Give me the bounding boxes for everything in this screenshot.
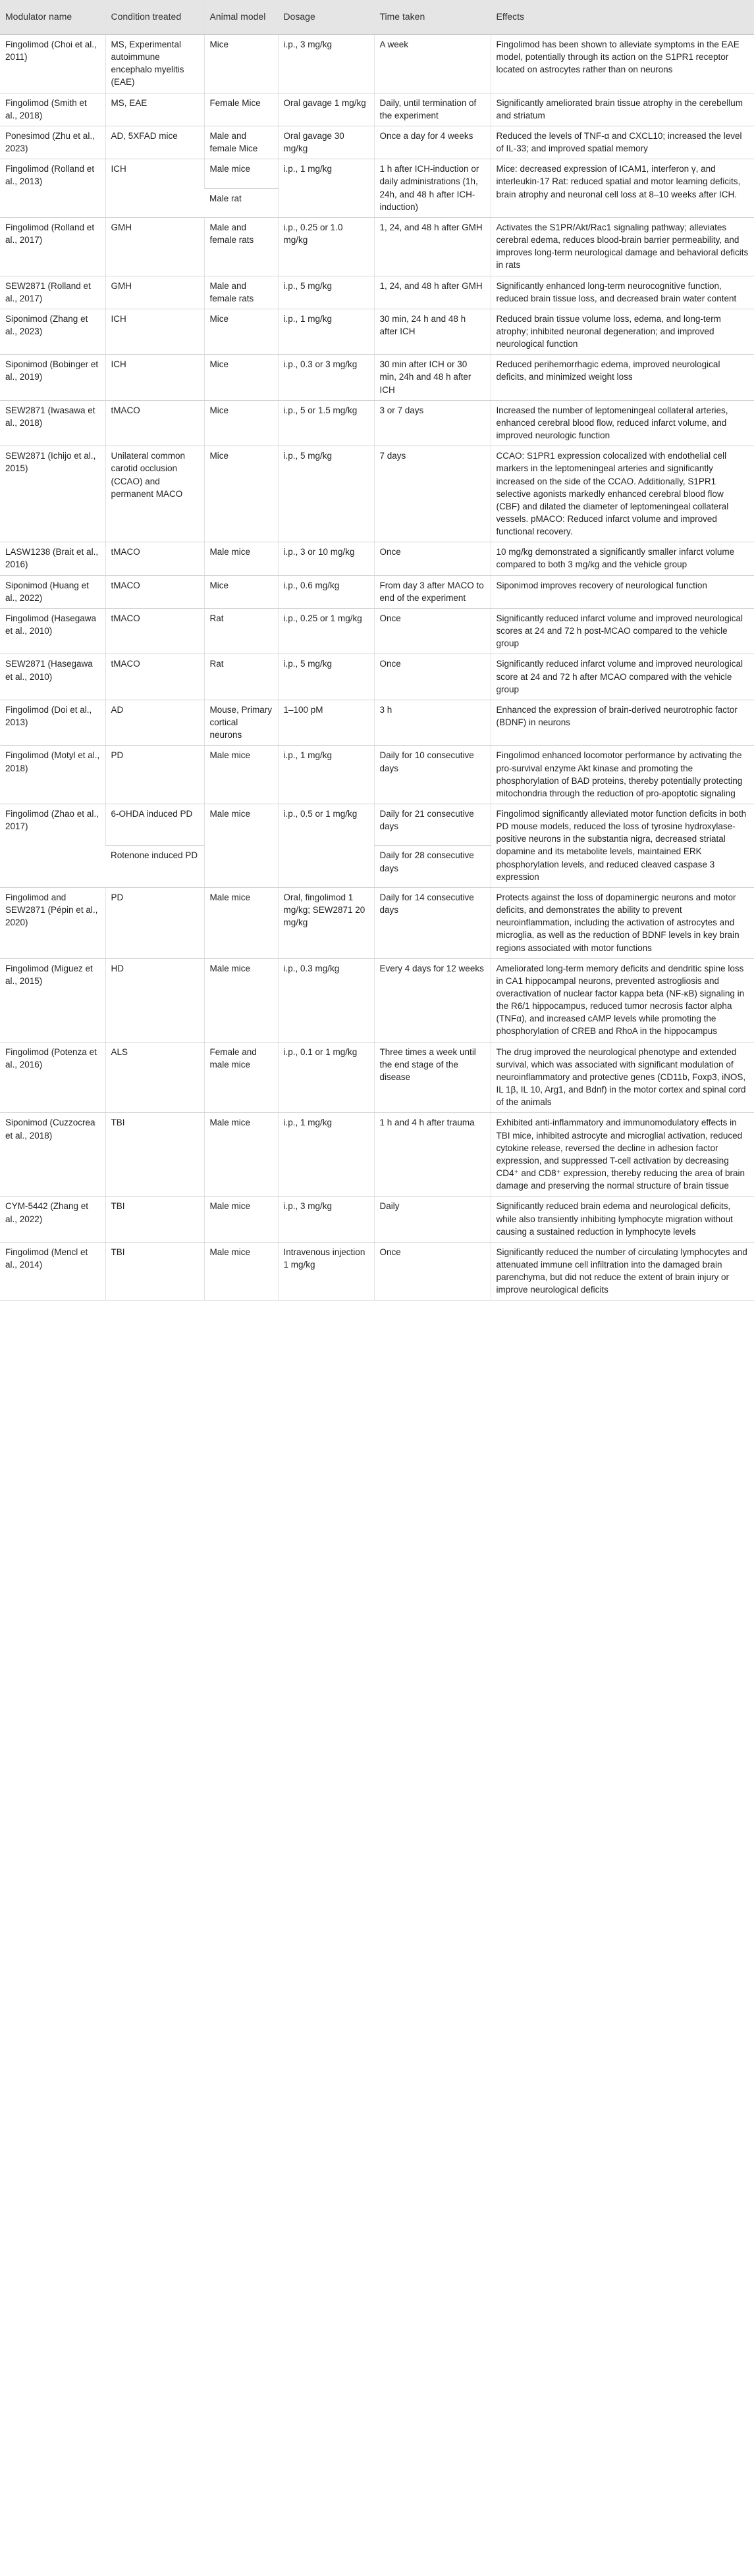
effects-cell: Significantly enhanced long-term neurocognitive function, reduced brain tissue loss, and decreased brain water content bbox=[491, 276, 754, 309]
animal-cell: Female and male mice bbox=[204, 1042, 278, 1113]
table-row bbox=[0, 1113, 754, 1197]
table-row bbox=[0, 575, 754, 608]
time-cell: 1, 24, and 48 h after GMH bbox=[374, 276, 491, 309]
dosage-cell: i.p., 0.3 mg/kg bbox=[278, 958, 374, 1042]
dosage-cell: i.p., 3 mg/kg bbox=[278, 35, 374, 93]
table-row bbox=[0, 1042, 754, 1113]
effects-cell: Significantly reduced brain edema and neurological deficits, while also transiently inhibiting lymphocyte migration without causing a sustained reduction in lymphocyte levels bbox=[491, 1197, 754, 1242]
condition-cell: MS, EAE bbox=[105, 93, 204, 126]
time-cell: Daily for 14 consecutive days bbox=[374, 887, 491, 958]
animal-cell: Mice bbox=[204, 400, 278, 446]
table-row bbox=[0, 700, 754, 745]
time-cell: Once bbox=[374, 654, 491, 700]
modulator-cell: Fingolimod (Miguez et al., 2015) bbox=[0, 958, 105, 1042]
condition-cell: tMACO bbox=[105, 542, 204, 575]
animal-cell: Mice bbox=[204, 309, 278, 354]
effects-cell: Increased the number of leptomeningeal collateral arteries, enhanced cerebral blood flow, reduced infarct volume, and improved neurologic function bbox=[491, 400, 754, 446]
dosage-cell: Oral, fingolimod 1 mg/kg; SEW2871 20 mg/kg bbox=[278, 887, 374, 958]
modulator-cell: Siponimod (Cuzzocrea et al., 2018) bbox=[0, 1113, 105, 1197]
effects-cell: Exhibited anti-inflammatory and immunomodulatory effects in TBI mice, inhibited astrocyte and microglial activation, reduced cytokine release, reversed the decline in adhesion factor expression, and suppressed T-cell activation by decreasing CD4⁺ and CD8⁺ expression, thereby reducing the area of brain damage and preserving the normal structure of brain tissue bbox=[491, 1113, 754, 1197]
modulator-cell: SEW2871 (Iwasawa et al., 2018) bbox=[0, 400, 105, 446]
effects-cell: Reduced perihemorrhagic edema, improved neurological deficits, and minimized weight loss bbox=[491, 355, 754, 400]
time-cell: Once a day for 4 weeks bbox=[374, 126, 491, 159]
condition-cell: AD, 5XFAD mice bbox=[105, 126, 204, 159]
effects-cell: Significantly ameliorated brain tissue atrophy in the cerebellum and striatum bbox=[491, 93, 754, 126]
condition-cell: 6-OHDA induced PD bbox=[105, 804, 204, 845]
effects-cell: Fingolimod significantly alleviated motor function deficits in both PD mouse models, reduced the loss of tyrosine hydroxylase-positive neurons in the substantia nigra, decreased striatal dopamine and its metabolite levels, maintained ERK phosphorylation levels, and reduced cleaved caspase 3 expression bbox=[491, 804, 754, 887]
condition-cell: ALS bbox=[105, 1042, 204, 1113]
condition-cell: GMH bbox=[105, 217, 204, 276]
effects-cell: Fingolimod enhanced locomotor performance by activating the pro-survival enzyme Akt kinase and promoting the phosphorylation of BAD proteins, thereby potentially protecting mitochondria through the reduction of pro-apoptotic signaling bbox=[491, 746, 754, 804]
table-row bbox=[0, 355, 754, 400]
dosage-cell: i.p., 1 mg/kg bbox=[278, 309, 374, 354]
modulator-cell: LASW1238 (Brait et al., 2016) bbox=[0, 542, 105, 575]
table-row bbox=[0, 654, 754, 700]
animal-cell: Male and female rats bbox=[204, 217, 278, 276]
modulator-cell: Fingolimod (Motyl et al., 2018) bbox=[0, 746, 105, 804]
table-body bbox=[0, 35, 754, 1301]
condition-cell: TBI bbox=[105, 1242, 204, 1301]
time-cell: From day 3 after MACO to end of the experiment bbox=[374, 575, 491, 608]
table-row bbox=[0, 126, 754, 159]
time-cell: 1 h and 4 h after trauma bbox=[374, 1113, 491, 1197]
condition-cell: ICH bbox=[105, 355, 204, 400]
dosage-cell: i.p., 3 mg/kg bbox=[278, 1197, 374, 1242]
table-row bbox=[0, 309, 754, 354]
time-cell: Three times a week until the end stage of the disease bbox=[374, 1042, 491, 1113]
table-row bbox=[0, 1242, 754, 1301]
animal-cell: Male mice bbox=[204, 887, 278, 958]
time-cell: Daily for 28 consecutive days bbox=[374, 846, 491, 887]
modulator-cell: Siponimod (Huang et al., 2022) bbox=[0, 575, 105, 608]
animal-cell: Male rat bbox=[204, 188, 278, 217]
condition-cell: PD bbox=[105, 746, 204, 804]
modulator-cell: Fingolimod (Rolland et al., 2013) bbox=[0, 159, 105, 218]
condition-cell: Unilateral common carotid occlusion (CCAO) and permanent MACO bbox=[105, 446, 204, 542]
modulator-cell: SEW2871 (Hasegawa et al., 2010) bbox=[0, 654, 105, 700]
modulator-cell: SEW2871 (Rolland et al., 2017) bbox=[0, 276, 105, 309]
modulator-name-header: Modulator name bbox=[0, 0, 105, 35]
time-cell: Every 4 days for 12 weeks bbox=[374, 958, 491, 1042]
animal-cell: Mouse, Primary cortical neurons bbox=[204, 700, 278, 745]
animal-cell: Male mice bbox=[204, 1113, 278, 1197]
animal-cell: Mice bbox=[204, 35, 278, 93]
animal-cell: Male mice bbox=[204, 804, 278, 887]
animal-cell: Rat bbox=[204, 654, 278, 700]
dosage-cell: Oral gavage 1 mg/kg bbox=[278, 93, 374, 126]
effects-cell: Significantly reduced the number of circulating lymphocytes and attenuated immune cell infiltration into the damaged brain parenchyma, but did not reduce the extent of brain injury or improve neurological deficits bbox=[491, 1242, 754, 1301]
dosage-cell: i.p., 5 or 1.5 mg/kg bbox=[278, 400, 374, 446]
time-cell: A week bbox=[374, 35, 491, 93]
condition-cell: tMACO bbox=[105, 575, 204, 608]
modulator-cell: Ponesimod (Zhu et al., 2023) bbox=[0, 126, 105, 159]
animal-cell: Male mice bbox=[204, 159, 278, 188]
table-header bbox=[0, 0, 754, 35]
condition-cell: PD bbox=[105, 887, 204, 958]
effects-cell: 10 mg/kg demonstrated a significantly smaller infarct volume compared to both 3 mg/kg and the vehicle group bbox=[491, 542, 754, 575]
animal-cell: Rat bbox=[204, 608, 278, 654]
dosage-cell: i.p., 1 mg/kg bbox=[278, 746, 374, 804]
condition-cell: tMACO bbox=[105, 608, 204, 654]
effects-cell: Protects against the loss of dopaminergic neurons and motor deficits, and demonstrates the ability to prevent neuroinflammation, including the activation of astrocytes and microglia, as well as the reduction of BDNF levels in key brain regions associated with motor functions bbox=[491, 887, 754, 958]
condition-cell: HD bbox=[105, 958, 204, 1042]
modulator-cell: Fingolimod (Rolland et al., 2017) bbox=[0, 217, 105, 276]
table-row bbox=[0, 746, 754, 804]
modulator-cell: Fingolimod and SEW2871 (Pépin et al., 2020) bbox=[0, 887, 105, 958]
condition-cell: ICH bbox=[105, 309, 204, 354]
condition-cell: tMACO bbox=[105, 400, 204, 446]
time-taken-header: Time taken bbox=[374, 0, 491, 35]
modulator-cell: Fingolimod (Smith et al., 2018) bbox=[0, 93, 105, 126]
animal-cell: Male mice bbox=[204, 1197, 278, 1242]
animal-cell: Female Mice bbox=[204, 93, 278, 126]
effects-cell: Reduced the levels of TNF-α and CXCL10; increased the level of IL-33; and improved spatial memory bbox=[491, 126, 754, 159]
modulator-cell: Fingolimod (Choi et al., 2011) bbox=[0, 35, 105, 93]
table-row bbox=[0, 159, 754, 188]
effects-cell: Activates the S1PR/Akt/Rac1 signaling pathway; alleviates cerebral edema, reduces blood-brain barrier permeability, and improves long-term neurological damage and behavioral deficits in rats bbox=[491, 217, 754, 276]
time-cell: Once bbox=[374, 542, 491, 575]
table-row bbox=[0, 217, 754, 276]
table-row bbox=[0, 804, 754, 845]
effects-cell: CCAO: S1PR1 expression colocalized with endothelial cell markers in the leptomeningeal arteries and significantly increased on the side of the CCAO. Additionally, S1PR1 selective agonists markedly enhanced cerebral blood flow (CBF) and dilated the diameter of leptomeningeal collateral vessels. pMACO: Reduced infarct volume and improved functional recovery. bbox=[491, 446, 754, 542]
effects-header: Effects bbox=[491, 0, 754, 35]
modulator-cell: Fingolimod (Potenza et al., 2016) bbox=[0, 1042, 105, 1113]
effects-cell: Siponimod improves recovery of neurological function bbox=[491, 575, 754, 608]
modulator-cell: Siponimod (Bobinger et al., 2019) bbox=[0, 355, 105, 400]
effects-cell: Ameliorated long-term memory deficits and dendritic spine loss in CA1 hippocampal neurons, prevented astrogliosis and overactivation of nuclear factor kappa beta (NF-κB) signaling in the R6/1 hippocampus, reduced tumor necrosis factor alpha (TNFα), and increased cAMP levels while promoting the phosphorylation of CREB and RhoA in the hippocampus bbox=[491, 958, 754, 1042]
dosage-cell: i.p., 0.6 mg/kg bbox=[278, 575, 374, 608]
effects-cell: Fingolimod has been shown to alleviate symptoms in the EAE model, potentially through its action on the S1PR1 receptor located on astrocytes rather than on neurons bbox=[491, 35, 754, 93]
condition-cell: tMACO bbox=[105, 654, 204, 700]
time-cell: 1, 24, and 48 h after GMH bbox=[374, 217, 491, 276]
condition-cell: MS, Experimental autoimmune encephalo myelitis (EAE) bbox=[105, 35, 204, 93]
time-cell: 3 or 7 days bbox=[374, 400, 491, 446]
header-row bbox=[0, 0, 754, 35]
time-cell: Daily for 10 consecutive days bbox=[374, 746, 491, 804]
time-cell: Once bbox=[374, 608, 491, 654]
time-cell: Daily for 21 consecutive days bbox=[374, 804, 491, 845]
table-row bbox=[0, 958, 754, 1042]
modulator-cell: Siponimod (Zhang et al., 2023) bbox=[0, 309, 105, 354]
effects-cell: Significantly reduced infarct volume and improved neurological scores at 24 and 72 h post-MCAO compared to the vehicle group bbox=[491, 608, 754, 654]
animal-cell: Male mice bbox=[204, 746, 278, 804]
table-row bbox=[0, 608, 754, 654]
condition-cell: TBI bbox=[105, 1197, 204, 1242]
dosage-cell: i.p., 1 mg/kg bbox=[278, 1113, 374, 1197]
effects-cell: Reduced brain tissue volume loss, edema, and long-term atrophy; inhibited neuronal degeneration; and improved neurological function bbox=[491, 309, 754, 354]
modulator-cell: CYM-5442 (Zhang et al., 2022) bbox=[0, 1197, 105, 1242]
time-cell: 30 min after ICH or 30 min, 24h and 48 h after ICH bbox=[374, 355, 491, 400]
table-row bbox=[0, 276, 754, 309]
dosage-header: Dosage bbox=[278, 0, 374, 35]
dosage-cell: i.p., 5 mg/kg bbox=[278, 276, 374, 309]
effects-cell: Enhanced the expression of brain-derived neurotrophic factor (BDNF) in neurons bbox=[491, 700, 754, 745]
modulator-cell: Fingolimod (Mencl et al., 2014) bbox=[0, 1242, 105, 1301]
animal-model-header: Animal model bbox=[204, 0, 278, 35]
time-cell: 1 h after ICH-induction or daily administrations (1h, 24h, and 48 h after ICH-induction) bbox=[374, 159, 491, 218]
animal-cell: Male mice bbox=[204, 1242, 278, 1301]
dosage-cell: i.p., 5 mg/kg bbox=[278, 654, 374, 700]
table-row bbox=[0, 887, 754, 958]
time-cell: Daily bbox=[374, 1197, 491, 1242]
animal-cell: Mice bbox=[204, 575, 278, 608]
table-row bbox=[0, 400, 754, 446]
condition-cell: Rotenone induced PD bbox=[105, 846, 204, 887]
modulator-cell: Fingolimod (Hasegawa et al., 2010) bbox=[0, 608, 105, 654]
animal-cell: Male and female Mice bbox=[204, 126, 278, 159]
condition-treated-header: Condition treated bbox=[105, 0, 204, 35]
table-row bbox=[0, 542, 754, 575]
animal-cell: Mice bbox=[204, 355, 278, 400]
table-row bbox=[0, 35, 754, 93]
time-cell: Once bbox=[374, 1242, 491, 1301]
modulator-cell: Fingolimod (Zhao et al., 2017) bbox=[0, 804, 105, 887]
dosage-cell: i.p., 0.1 or 1 mg/kg bbox=[278, 1042, 374, 1113]
dosage-cell: Oral gavage 30 mg/kg bbox=[278, 126, 374, 159]
time-cell: 3 h bbox=[374, 700, 491, 745]
animal-cell: Mice bbox=[204, 446, 278, 542]
effects-cell: Mice: decreased expression of ICAM1, interferon γ, and interleukin-17 Rat: reduced spatial and motor learning deficits, brain atrophy and neuronal cell loss at 8–10 weeks after ICH. bbox=[491, 159, 754, 218]
table-row bbox=[0, 93, 754, 126]
dosage-cell: Intravenous injection 1 mg/kg bbox=[278, 1242, 374, 1301]
table-row bbox=[0, 446, 754, 542]
dosage-cell: i.p., 0.5 or 1 mg/kg bbox=[278, 804, 374, 887]
dosage-cell: 1–100 pM bbox=[278, 700, 374, 745]
effects-cell: The drug improved the neurological phenotype and extended survival, which was associated with significant modulation of neuroinflammatory and protective genes (CD11b, Foxp3, iNOS, IL 1β, IL 10, Arg1, and Bdnf) in the motor cortex and spinal cord of the animals bbox=[491, 1042, 754, 1113]
modulator-cell: SEW2871 (Ichijo et al., 2015) bbox=[0, 446, 105, 542]
condition-cell: ICH bbox=[105, 159, 204, 218]
dosage-cell: i.p., 1 mg/kg bbox=[278, 159, 374, 218]
dosage-cell: i.p., 0.25 or 1 mg/kg bbox=[278, 608, 374, 654]
time-cell: 30 min, 24 h and 48 h after ICH bbox=[374, 309, 491, 354]
modulator-cell: Fingolimod (Doi et al., 2013) bbox=[0, 700, 105, 745]
animal-cell: Male and female rats bbox=[204, 276, 278, 309]
dosage-cell: i.p., 0.25 or 1.0 mg/kg bbox=[278, 217, 374, 276]
condition-cell: AD bbox=[105, 700, 204, 745]
animal-cell: Male mice bbox=[204, 958, 278, 1042]
table-row bbox=[0, 1197, 754, 1242]
dosage-cell: i.p., 3 or 10 mg/kg bbox=[278, 542, 374, 575]
time-cell: Daily, until termination of the experiment bbox=[374, 93, 491, 126]
condition-cell: GMH bbox=[105, 276, 204, 309]
condition-cell: TBI bbox=[105, 1113, 204, 1197]
dosage-cell: i.p., 0.3 or 3 mg/kg bbox=[278, 355, 374, 400]
animal-cell: Male mice bbox=[204, 542, 278, 575]
time-cell: 7 days bbox=[374, 446, 491, 542]
dosage-cell: i.p., 5 mg/kg bbox=[278, 446, 374, 542]
effects-cell: Significantly reduced infarct volume and improved neurological score at 24 and 72 h after MCAO compared with the vehicle group bbox=[491, 654, 754, 700]
